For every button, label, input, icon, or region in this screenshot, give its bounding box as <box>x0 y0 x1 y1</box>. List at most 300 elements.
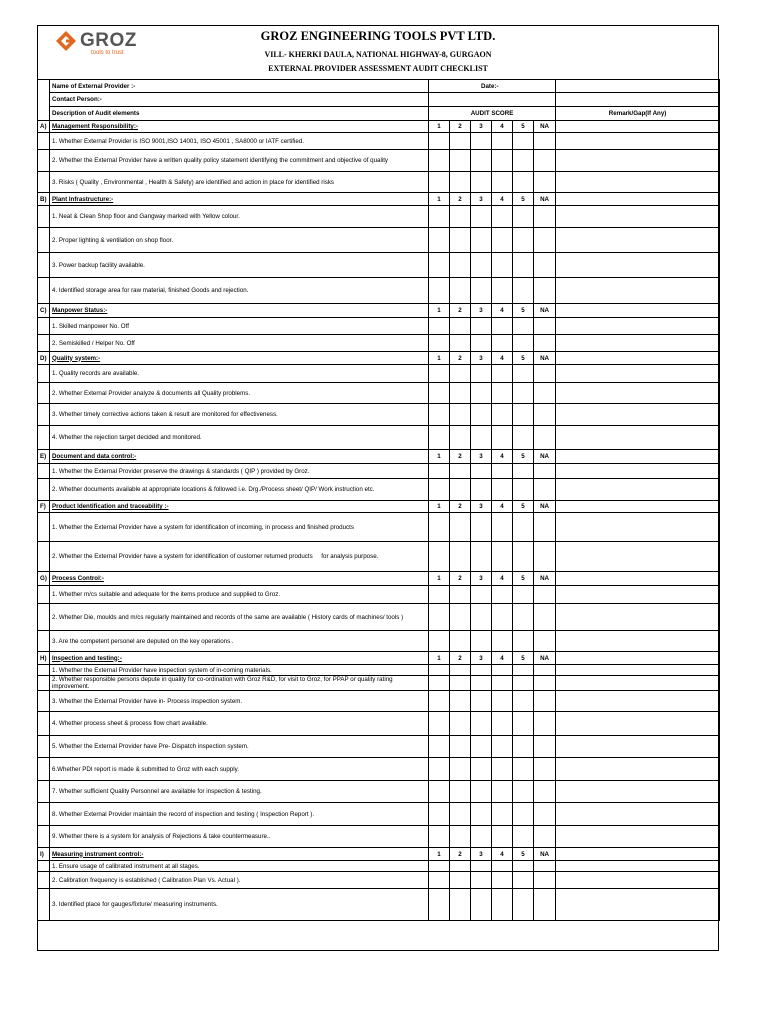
remark-cell[interactable] <box>556 758 720 781</box>
remark-cell[interactable] <box>556 318 720 335</box>
score-cell[interactable] <box>513 781 534 803</box>
remark-cell[interactable] <box>556 572 720 586</box>
remark-cell[interactable] <box>556 479 720 501</box>
score-cell[interactable] <box>450 253 471 278</box>
audit-item-text: 5. Whether the External Provider have Pre- Dispatch inspection system. <box>50 736 429 758</box>
score-cell[interactable] <box>534 464 556 479</box>
score-cell[interactable] <box>492 278 513 304</box>
score-cell[interactable] <box>534 542 556 572</box>
score-cell[interactable] <box>492 172 513 193</box>
section-letter: F) <box>38 501 50 513</box>
score-cell[interactable] <box>513 228 534 253</box>
score-cell[interactable] <box>429 228 450 253</box>
score-cell[interactable] <box>492 335 513 352</box>
score-cell[interactable] <box>534 426 556 450</box>
score-cell[interactable] <box>450 335 471 352</box>
audit-item-text: 1. Ensure usage of calibrated instrument at all stages. <box>50 861 429 872</box>
remark-cell[interactable] <box>556 352 720 365</box>
score-cell[interactable] <box>534 712 556 736</box>
score-cell[interactable] <box>471 464 492 479</box>
audit-item-row <box>38 133 720 150</box>
score-cell[interactable] <box>492 150 513 172</box>
score-cell[interactable] <box>471 365 492 383</box>
item-spacer <box>38 133 50 150</box>
score-cell[interactable] <box>492 383 513 404</box>
contact-person-field[interactable]: Contact Person:- <box>50 93 429 107</box>
audit-item-text: 2. Proper lighting & ventilation on shop floor. <box>50 228 429 253</box>
score-cell[interactable] <box>471 803 492 826</box>
score-cell[interactable] <box>429 150 450 172</box>
audit-item-text: 2. Whether External Provider analyze & documents all Quality problems. <box>50 383 429 404</box>
item-spacer <box>38 586 50 604</box>
section-title-row <box>38 572 720 586</box>
score-cell[interactable] <box>492 542 513 572</box>
score-cell[interactable] <box>534 758 556 781</box>
score-cell[interactable] <box>450 781 471 803</box>
score-label: 1 <box>429 304 450 318</box>
score-cell[interactable] <box>492 253 513 278</box>
remark-cell[interactable] <box>556 691 720 712</box>
document-title: EXTERNAL PROVIDER ASSESSMENT AUDIT CHECKLIST <box>268 64 488 73</box>
score-cell[interactable] <box>429 365 450 383</box>
score-cell[interactable] <box>471 426 492 450</box>
remark-cell[interactable] <box>556 712 720 736</box>
score-cell[interactable] <box>492 781 513 803</box>
score-cell[interactable] <box>471 228 492 253</box>
score-cell[interactable] <box>492 318 513 335</box>
score-label: 2 <box>450 848 471 861</box>
score-cell[interactable] <box>429 665 450 676</box>
score-label: 3 <box>471 193 492 206</box>
score-cell[interactable] <box>534 150 556 172</box>
score-cell[interactable] <box>450 426 471 450</box>
score-cell[interactable] <box>513 426 534 450</box>
score-label: NA <box>534 450 556 464</box>
score-cell[interactable] <box>492 758 513 781</box>
score-cell[interactable] <box>429 781 450 803</box>
remark-cell[interactable] <box>556 889 720 921</box>
score-cell[interactable] <box>429 826 450 848</box>
score-label: 5 <box>513 352 534 365</box>
score-cell[interactable] <box>492 712 513 736</box>
audit-item-text: 3. Power backup facility available. <box>50 253 429 278</box>
item-spacer <box>38 758 50 781</box>
audit-item-text: 4. Whether the rejection target decided and monitored. <box>50 426 429 450</box>
score-cell[interactable] <box>513 365 534 383</box>
score-cell[interactable] <box>534 404 556 426</box>
score-cell[interactable] <box>492 479 513 501</box>
score-cell[interactable] <box>471 253 492 278</box>
remark-cell[interactable] <box>556 133 720 150</box>
remark-cell[interactable] <box>556 172 720 193</box>
score-cell[interactable] <box>429 133 450 150</box>
score-cell[interactable] <box>513 826 534 848</box>
score-cell[interactable] <box>534 318 556 335</box>
score-cell[interactable] <box>513 691 534 712</box>
score-cell[interactable] <box>492 803 513 826</box>
remark-cell[interactable] <box>556 335 720 352</box>
score-cell[interactable] <box>513 133 534 150</box>
item-spacer <box>38 383 50 404</box>
score-cell[interactable] <box>492 676 513 691</box>
remark-cell[interactable] <box>556 206 720 228</box>
score-cell[interactable] <box>429 404 450 426</box>
score-cell[interactable] <box>534 826 556 848</box>
score-cell[interactable] <box>534 383 556 404</box>
score-cell[interactable] <box>450 631 471 652</box>
score-cell[interactable] <box>513 404 534 426</box>
logo-wordmark: GROZ <box>80 30 137 51</box>
score-cell[interactable] <box>492 691 513 712</box>
score-cell[interactable] <box>513 803 534 826</box>
score-cell[interactable] <box>429 872 450 889</box>
score-label: 2 <box>450 652 471 665</box>
score-cell[interactable] <box>492 404 513 426</box>
score-cell[interactable] <box>513 631 534 652</box>
score-cell[interactable] <box>429 464 450 479</box>
score-cell[interactable] <box>513 150 534 172</box>
score-cell[interactable] <box>513 889 534 921</box>
remark-cell[interactable] <box>556 278 720 304</box>
score-cell[interactable] <box>492 513 513 542</box>
score-cell[interactable] <box>513 872 534 889</box>
score-cell[interactable] <box>450 542 471 572</box>
score-cell[interactable] <box>450 872 471 889</box>
score-cell[interactable] <box>534 631 556 652</box>
score-cell[interactable] <box>471 404 492 426</box>
score-cell[interactable] <box>492 736 513 758</box>
score-label: 2 <box>450 193 471 206</box>
remark-cell[interactable] <box>556 450 720 464</box>
score-cell[interactable] <box>429 586 450 604</box>
remark-cell[interactable] <box>556 848 720 861</box>
score-cell[interactable] <box>471 826 492 848</box>
section-letter: H) <box>38 652 50 665</box>
score-cell[interactable] <box>450 691 471 712</box>
score-cell[interactable] <box>471 206 492 228</box>
score-cell[interactable] <box>471 691 492 712</box>
remark-cell[interactable] <box>556 121 720 133</box>
remark-cell[interactable] <box>556 542 720 572</box>
score-cell[interactable] <box>471 736 492 758</box>
score-cell[interactable] <box>534 586 556 604</box>
score-cell[interactable] <box>492 365 513 383</box>
score-cell[interactable] <box>450 365 471 383</box>
audit-item-text: 1. Whether m/cs suitable and adequate for the items produce and supplied to Groz. <box>50 586 429 604</box>
score-cell[interactable] <box>450 586 471 604</box>
remark-cell[interactable] <box>556 631 720 652</box>
remark-cell[interactable] <box>556 150 720 172</box>
score-label: 1 <box>429 652 450 665</box>
score-cell[interactable] <box>471 872 492 889</box>
score-label: 4 <box>492 193 513 206</box>
score-label: 4 <box>492 572 513 586</box>
score-cell[interactable] <box>450 318 471 335</box>
audit-item-row <box>38 781 720 803</box>
score-cell[interactable] <box>429 604 450 631</box>
score-cell[interactable] <box>429 758 450 781</box>
score-cell[interactable] <box>471 631 492 652</box>
remark-cell[interactable] <box>556 861 720 872</box>
score-cell[interactable] <box>513 383 534 404</box>
company-name: GROZ ENGINEERING TOOLS PVT LTD. <box>260 29 496 43</box>
score-cell[interactable] <box>492 604 513 631</box>
score-cell[interactable] <box>492 426 513 450</box>
item-spacer <box>38 676 50 691</box>
score-cell[interactable] <box>513 318 534 335</box>
score-cell[interactable] <box>471 781 492 803</box>
score-cell[interactable] <box>513 604 534 631</box>
score-cell[interactable] <box>450 278 471 304</box>
score-cell[interactable] <box>429 383 450 404</box>
remark-cell[interactable] <box>556 652 720 665</box>
score-cell[interactable] <box>450 172 471 193</box>
score-cell[interactable] <box>429 542 450 572</box>
score-cell[interactable] <box>492 665 513 676</box>
score-cell[interactable] <box>513 542 534 572</box>
audit-item-row <box>38 631 720 652</box>
score-cell[interactable] <box>534 335 556 352</box>
score-cell[interactable] <box>429 479 450 501</box>
score-cell[interactable] <box>471 335 492 352</box>
provider-name-field[interactable]: Name of External Provider :- <box>50 80 429 93</box>
score-cell[interactable] <box>450 383 471 404</box>
score-cell[interactable] <box>534 278 556 304</box>
score-cell[interactable] <box>429 676 450 691</box>
score-cell[interactable] <box>450 803 471 826</box>
score-cell[interactable] <box>534 206 556 228</box>
score-cell[interactable] <box>450 513 471 542</box>
score-cell[interactable] <box>534 479 556 501</box>
score-cell[interactable] <box>471 712 492 736</box>
remark-cell[interactable] <box>556 383 720 404</box>
remark-cell[interactable] <box>556 501 720 513</box>
audit-item-row <box>38 365 720 383</box>
item-spacer <box>38 335 50 352</box>
score-cell[interactable] <box>471 172 492 193</box>
score-cell[interactable] <box>492 872 513 889</box>
score-cell[interactable] <box>492 228 513 253</box>
remark-cell[interactable] <box>556 803 720 826</box>
score-cell[interactable] <box>429 318 450 335</box>
score-cell[interactable] <box>513 665 534 676</box>
section-title: Document and data control:- <box>50 450 429 464</box>
score-cell[interactable] <box>471 318 492 335</box>
audit-item-text: 4. Whether process sheet & process flow chart available. <box>50 712 429 736</box>
score-cell[interactable] <box>450 861 471 872</box>
score-cell[interactable] <box>534 228 556 253</box>
score-cell[interactable] <box>429 712 450 736</box>
score-label: 5 <box>513 501 534 513</box>
score-cell[interactable] <box>429 335 450 352</box>
score-cell[interactable] <box>471 586 492 604</box>
score-label: 3 <box>471 652 492 665</box>
score-cell[interactable] <box>534 872 556 889</box>
score-cell[interactable] <box>450 604 471 631</box>
item-spacer <box>38 631 50 652</box>
remark-cell[interactable] <box>556 426 720 450</box>
date-field[interactable] <box>429 80 556 93</box>
score-cell[interactable] <box>534 691 556 712</box>
score-cell[interactable] <box>429 803 450 826</box>
audit-item-text: 3. Whether the External Provider have in- Process inspection system. <box>50 691 429 712</box>
score-cell[interactable] <box>450 736 471 758</box>
score-label: 2 <box>450 121 471 133</box>
score-cell[interactable] <box>450 150 471 172</box>
score-cell[interactable] <box>429 172 450 193</box>
score-cell[interactable] <box>492 206 513 228</box>
score-cell[interactable] <box>534 665 556 676</box>
score-cell[interactable] <box>471 665 492 676</box>
section-title: Measuring instrument control:- <box>50 848 429 861</box>
audit-item-row <box>38 586 720 604</box>
audit-item-text: 3. Whether timely corrective actions taken & result are monitored for effectiveness. <box>50 404 429 426</box>
score-cell[interactable] <box>492 586 513 604</box>
section-title: Plant Infrastructure:- <box>50 193 429 206</box>
score-cell[interactable] <box>534 861 556 872</box>
score-cell[interactable] <box>471 513 492 542</box>
score-cell[interactable] <box>450 133 471 150</box>
score-cell[interactable] <box>429 206 450 228</box>
item-spacer <box>38 781 50 803</box>
score-cell[interactable] <box>513 172 534 193</box>
score-cell[interactable] <box>471 889 492 921</box>
score-cell[interactable] <box>450 665 471 676</box>
score-cell[interactable] <box>534 781 556 803</box>
contact-row <box>38 93 720 107</box>
score-cell[interactable] <box>450 826 471 848</box>
remark-header: Remark/Gap(If Any) <box>556 107 720 121</box>
score-cell[interactable] <box>513 736 534 758</box>
item-spacer <box>38 513 50 542</box>
score-cell[interactable] <box>534 604 556 631</box>
score-cell[interactable] <box>534 365 556 383</box>
score-cell[interactable] <box>471 278 492 304</box>
remark-cell[interactable] <box>556 604 720 631</box>
remark-cell[interactable] <box>556 665 720 676</box>
audit-item-text: 2. Whether documents available at appropriate locations & followed i.e. Drg./Process sheet/ QIP/ Work instruction etc. <box>50 479 429 501</box>
score-cell[interactable] <box>471 133 492 150</box>
score-cell[interactable] <box>513 479 534 501</box>
score-label: 2 <box>450 450 471 464</box>
remark-cell[interactable] <box>556 464 720 479</box>
audit-item-text: 3. Risks ( Quality , Environmental , Health & Safety) are identified and action in place for identified risks <box>50 172 429 193</box>
remark-cell[interactable] <box>556 872 720 889</box>
score-cell[interactable] <box>471 150 492 172</box>
score-cell[interactable] <box>429 889 450 921</box>
score-cell[interactable] <box>471 542 492 572</box>
score-cell[interactable] <box>450 404 471 426</box>
score-cell[interactable] <box>450 228 471 253</box>
score-cell[interactable] <box>513 513 534 542</box>
remark-cell[interactable] <box>556 513 720 542</box>
score-cell[interactable] <box>471 479 492 501</box>
score-label: 1 <box>429 501 450 513</box>
score-cell[interactable] <box>429 631 450 652</box>
audit-item-row <box>38 464 720 479</box>
item-spacer <box>38 665 50 676</box>
score-cell[interactable] <box>492 826 513 848</box>
score-cell[interactable] <box>471 604 492 631</box>
remark-cell[interactable] <box>556 304 720 318</box>
score-cell[interactable] <box>534 676 556 691</box>
score-cell[interactable] <box>513 676 534 691</box>
score-cell[interactable] <box>534 133 556 150</box>
score-cell[interactable] <box>471 383 492 404</box>
score-cell[interactable] <box>450 464 471 479</box>
remark-cell[interactable] <box>556 826 720 848</box>
score-cell[interactable] <box>534 172 556 193</box>
score-cell[interactable] <box>534 803 556 826</box>
score-cell[interactable] <box>534 736 556 758</box>
score-cell[interactable] <box>492 889 513 921</box>
remark-cell[interactable] <box>556 676 720 691</box>
score-cell[interactable] <box>471 676 492 691</box>
score-cell[interactable] <box>534 513 556 542</box>
score-cell[interactable] <box>513 253 534 278</box>
score-cell[interactable] <box>429 278 450 304</box>
remark-cell[interactable] <box>556 228 720 253</box>
remark-cell[interactable] <box>556 253 720 278</box>
score-cell[interactable] <box>429 736 450 758</box>
score-cell[interactable] <box>429 861 450 872</box>
item-spacer <box>38 861 50 872</box>
score-cell[interactable] <box>513 464 534 479</box>
score-cell[interactable] <box>471 758 492 781</box>
section-title: Manpower Status:- <box>50 304 429 318</box>
remark-cell[interactable] <box>556 781 720 803</box>
audit-item-text: 2. Calibration frequency is established ( Calibration Plan Vs. Actual ). <box>50 872 429 889</box>
audit-item-row <box>38 228 720 253</box>
score-cell[interactable] <box>429 513 450 542</box>
remark-cell[interactable] <box>556 736 720 758</box>
date-label: Date:- <box>481 82 499 90</box>
audit-item-text: 2. Semiskilled / Helper No. Off <box>50 335 429 352</box>
score-cell[interactable] <box>471 861 492 872</box>
score-cell[interactable] <box>513 758 534 781</box>
score-cell[interactable] <box>450 758 471 781</box>
score-cell[interactable] <box>534 889 556 921</box>
score-cell[interactable] <box>492 861 513 872</box>
remark-cell[interactable] <box>556 404 720 426</box>
score-cell[interactable] <box>492 631 513 652</box>
score-cell[interactable] <box>513 206 534 228</box>
score-cell[interactable] <box>450 479 471 501</box>
score-cell[interactable] <box>513 335 534 352</box>
score-cell[interactable] <box>429 691 450 712</box>
score-cell[interactable] <box>450 712 471 736</box>
score-cell[interactable] <box>492 133 513 150</box>
score-cell[interactable] <box>429 426 450 450</box>
audit-item-row <box>38 404 720 426</box>
score-cell[interactable] <box>513 586 534 604</box>
section-title-row <box>38 193 720 206</box>
score-cell[interactable] <box>429 253 450 278</box>
remark-cell[interactable] <box>556 193 720 206</box>
score-cell[interactable] <box>450 889 471 921</box>
score-cell[interactable] <box>513 278 534 304</box>
remark-cell[interactable] <box>556 365 720 383</box>
audit-item-text: 1. Whether External Provider is ISO 9001,ISO 14001, ISO 45001 , SA8000 or IATF certified. <box>50 133 429 150</box>
score-cell[interactable] <box>450 206 471 228</box>
score-cell[interactable] <box>534 253 556 278</box>
remark-cell[interactable] <box>556 586 720 604</box>
audit-item-row <box>38 206 720 228</box>
score-cell[interactable] <box>492 464 513 479</box>
score-cell[interactable] <box>513 861 534 872</box>
score-cell[interactable] <box>513 712 534 736</box>
score-cell[interactable] <box>450 676 471 691</box>
